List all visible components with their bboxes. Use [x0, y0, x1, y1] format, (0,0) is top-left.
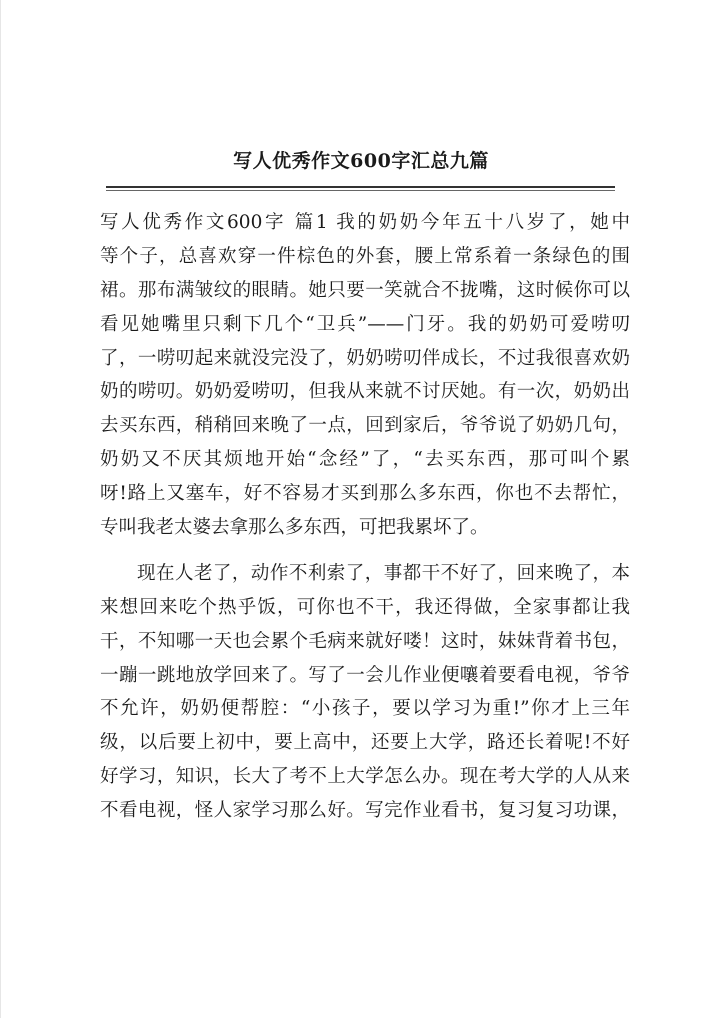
text-line: 好学习，知识，长大了考不上大学怎么办。现在考大学的人从来 — [100, 766, 630, 788]
document-title: 写人优秀作文600字汇总九篇 — [233, 150, 489, 172]
text-line: 来想回来吃个热乎饭，可你也不干，我还得做，全家事都让我 — [100, 596, 630, 618]
text-line: 裙。那布满皱纹的眼睛。她只要一笑就合不拢嘴，这时候你可以 — [100, 279, 630, 301]
title-divider — [106, 186, 615, 191]
text-line: 奶奶又不厌其烦地开始“念经”了，“去买东西，那可叫个累 — [100, 449, 630, 471]
text-line: 现在人老了，动作不利索了，事都干不好了，回来晚了，本 — [137, 562, 630, 584]
text-line: 不允许，奶奶便帮腔：“小孩子，要以学习为重!”你才上三年 — [100, 698, 630, 720]
title-divider-thin — [106, 190, 615, 191]
paragraph-2 — [100, 557, 630, 828]
text-line: 干，不知哪一天也会累个毛病来就好喽！这时，妹妹背着书包， — [100, 630, 630, 652]
text-line: 专叫我老太婆去拿那么多东西，可把我累坏了。 — [100, 517, 489, 539]
text-line: 看见她嘴里只剩下几个“卫兵”——门牙。我的奶奶可爱唠叨 — [100, 313, 630, 335]
document-body — [100, 206, 630, 828]
text-line: 了，一唠叨起来就没完没了，奶奶唠叨伴成长，不过我很喜欢奶 — [100, 347, 630, 369]
text-line: 奶的唠叨。奶奶爱唠叨，但我从来就不讨厌她。有一次，奶奶出 — [100, 381, 630, 403]
text-line: 级，以后要上初中，要上高中，还要上大学，路还长着呢!不好 — [100, 732, 630, 754]
paragraph-1 — [100, 206, 630, 545]
paragraph-gap — [100, 545, 630, 557]
text-line: 不看电视，怪人家学习那么好。写完作业看书，复习复习功课， — [100, 800, 630, 822]
text-line: 写人优秀作文600字 篇1 我的奶奶今年五十八岁了，她中 — [100, 212, 630, 233]
text-line: 一蹦一跳地放学回来了。写了一会儿作业便嚷着要看电视，爷爷 — [100, 664, 630, 686]
text-line: 去买东西，稍稍回来晚了一点，回到家后，爷爷说了奶奶几句， — [100, 415, 630, 437]
text-line: 呀!路上又塞车，好不容易才买到那么多东西，你也不去帮忙， — [100, 483, 630, 505]
title-divider-thick — [106, 186, 615, 188]
text-line: 等个子，总喜欢穿一件棕色的外套，腰上常系着一条绿色的围 — [100, 245, 630, 267]
